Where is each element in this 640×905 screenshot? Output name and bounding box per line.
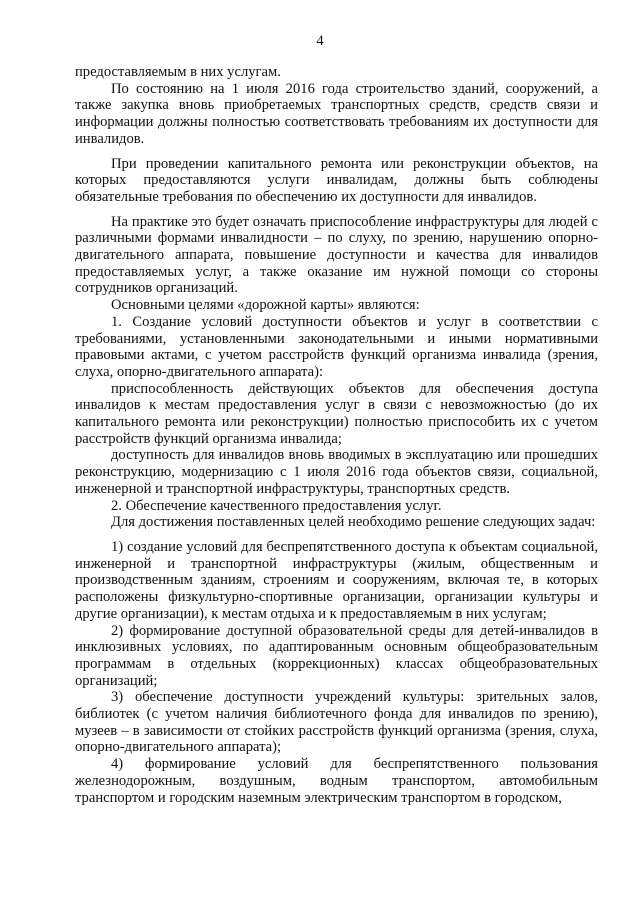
paragraph-0: предоставляемым в них услугам. xyxy=(75,64,281,80)
paragraph-6: приспособленность действующих объектов для обеспечения доступа инвалидов к местам предоставления услуг в связи с невозможностью (до их капитального ремонта или реконструкции) полностью приспособить их с учетом расстройств функций организма инвалида; xyxy=(75,380,598,447)
paragraph-13: 4) формирование условий для беспрепятственного пользования железнодорожным, воздушным, водным транспортом, автомобильным транспортом и городским наземным электрическим транспортом в городском, xyxy=(75,756,598,806)
paragraph-10: 1) создание условий для беспрепятственного доступа к объектам социальной, инженерной и транспортной инфраструктуры (жилым, общественным и производственным зданиям, строениям и сооружениям, включая те, в которых расположены физкультурно-спортивные организации, организации культуры и другие организации), к местам отдыха и к предоставляемым в них услугам; xyxy=(75,538,598,622)
paragraph-3: На практике это будет означать приспособление инфраструктуры для людей с различными формами инвалидности – по слуху, по зрению, нарушению опорно-двигательного аппарата, повышение доступности и качества для инвалидов предоставляемых услуг, а также оказание им нужной помощи со стороны сотрудников организаций. xyxy=(75,213,598,297)
paragraph-4: Основными целями «дорожной карты» являются: xyxy=(111,297,420,314)
paragraph-5: 1. Создание условий доступности объектов и услуг в соответствии с требованиями, установленными законодательными и иными нормативными правовыми актами, с учетом расстройств функций организма инвалида (зрения, слуха, опорно-двигательного аппарата): xyxy=(75,313,598,380)
paragraph-2: При проведении капитального ремонта или реконструкции объектов, на которых предоставляются услуги инвалидам, должны быть соблюдены обязательные требования по обеспечению их доступности для инвалидов. xyxy=(75,155,598,205)
paragraph-1: По состоянию на 1 июля 2016 года строительство зданий, сооружений, а также закупка вновь приобретаемых транспортных средств, средств связи и информации должны полностью соответствовать требованиям их доступности для инвалидов. xyxy=(75,80,598,147)
paragraph-8: 2. Обеспечение качественного предоставления услуг. xyxy=(111,497,442,514)
paragraph-12: 3) обеспечение доступности учреждений культуры: зрительных залов, библиотек (с учетом наличия библиотечного фонда для инвалидов по зрению), музеев – в зависимости от стойких расстройств функций организма (зрения, слуха, опорно-двигательного аппарата); xyxy=(75,689,598,756)
document-body xyxy=(75,64,598,806)
paragraph-11: 2) формирование доступной образовательной среды для детей-инвалидов в инклюзивных условиях, по адаптированным основным общеобразовательным программам в отдельных (коррекционных) классах общеобразовательных организаций; xyxy=(75,622,598,689)
paragraph-7: доступность для инвалидов вновь вводимых в эксплуатацию или прошедших реконструкцию, модернизацию с 1 июля 2016 года объектов связи, социальной, инженерной и транспортной инфраструктуры, транспортных средств. xyxy=(75,447,598,497)
paragraph-9: Для достижения поставленных целей необходимо решение следующих задач: xyxy=(111,514,596,531)
page-number: 4 xyxy=(316,33,324,49)
